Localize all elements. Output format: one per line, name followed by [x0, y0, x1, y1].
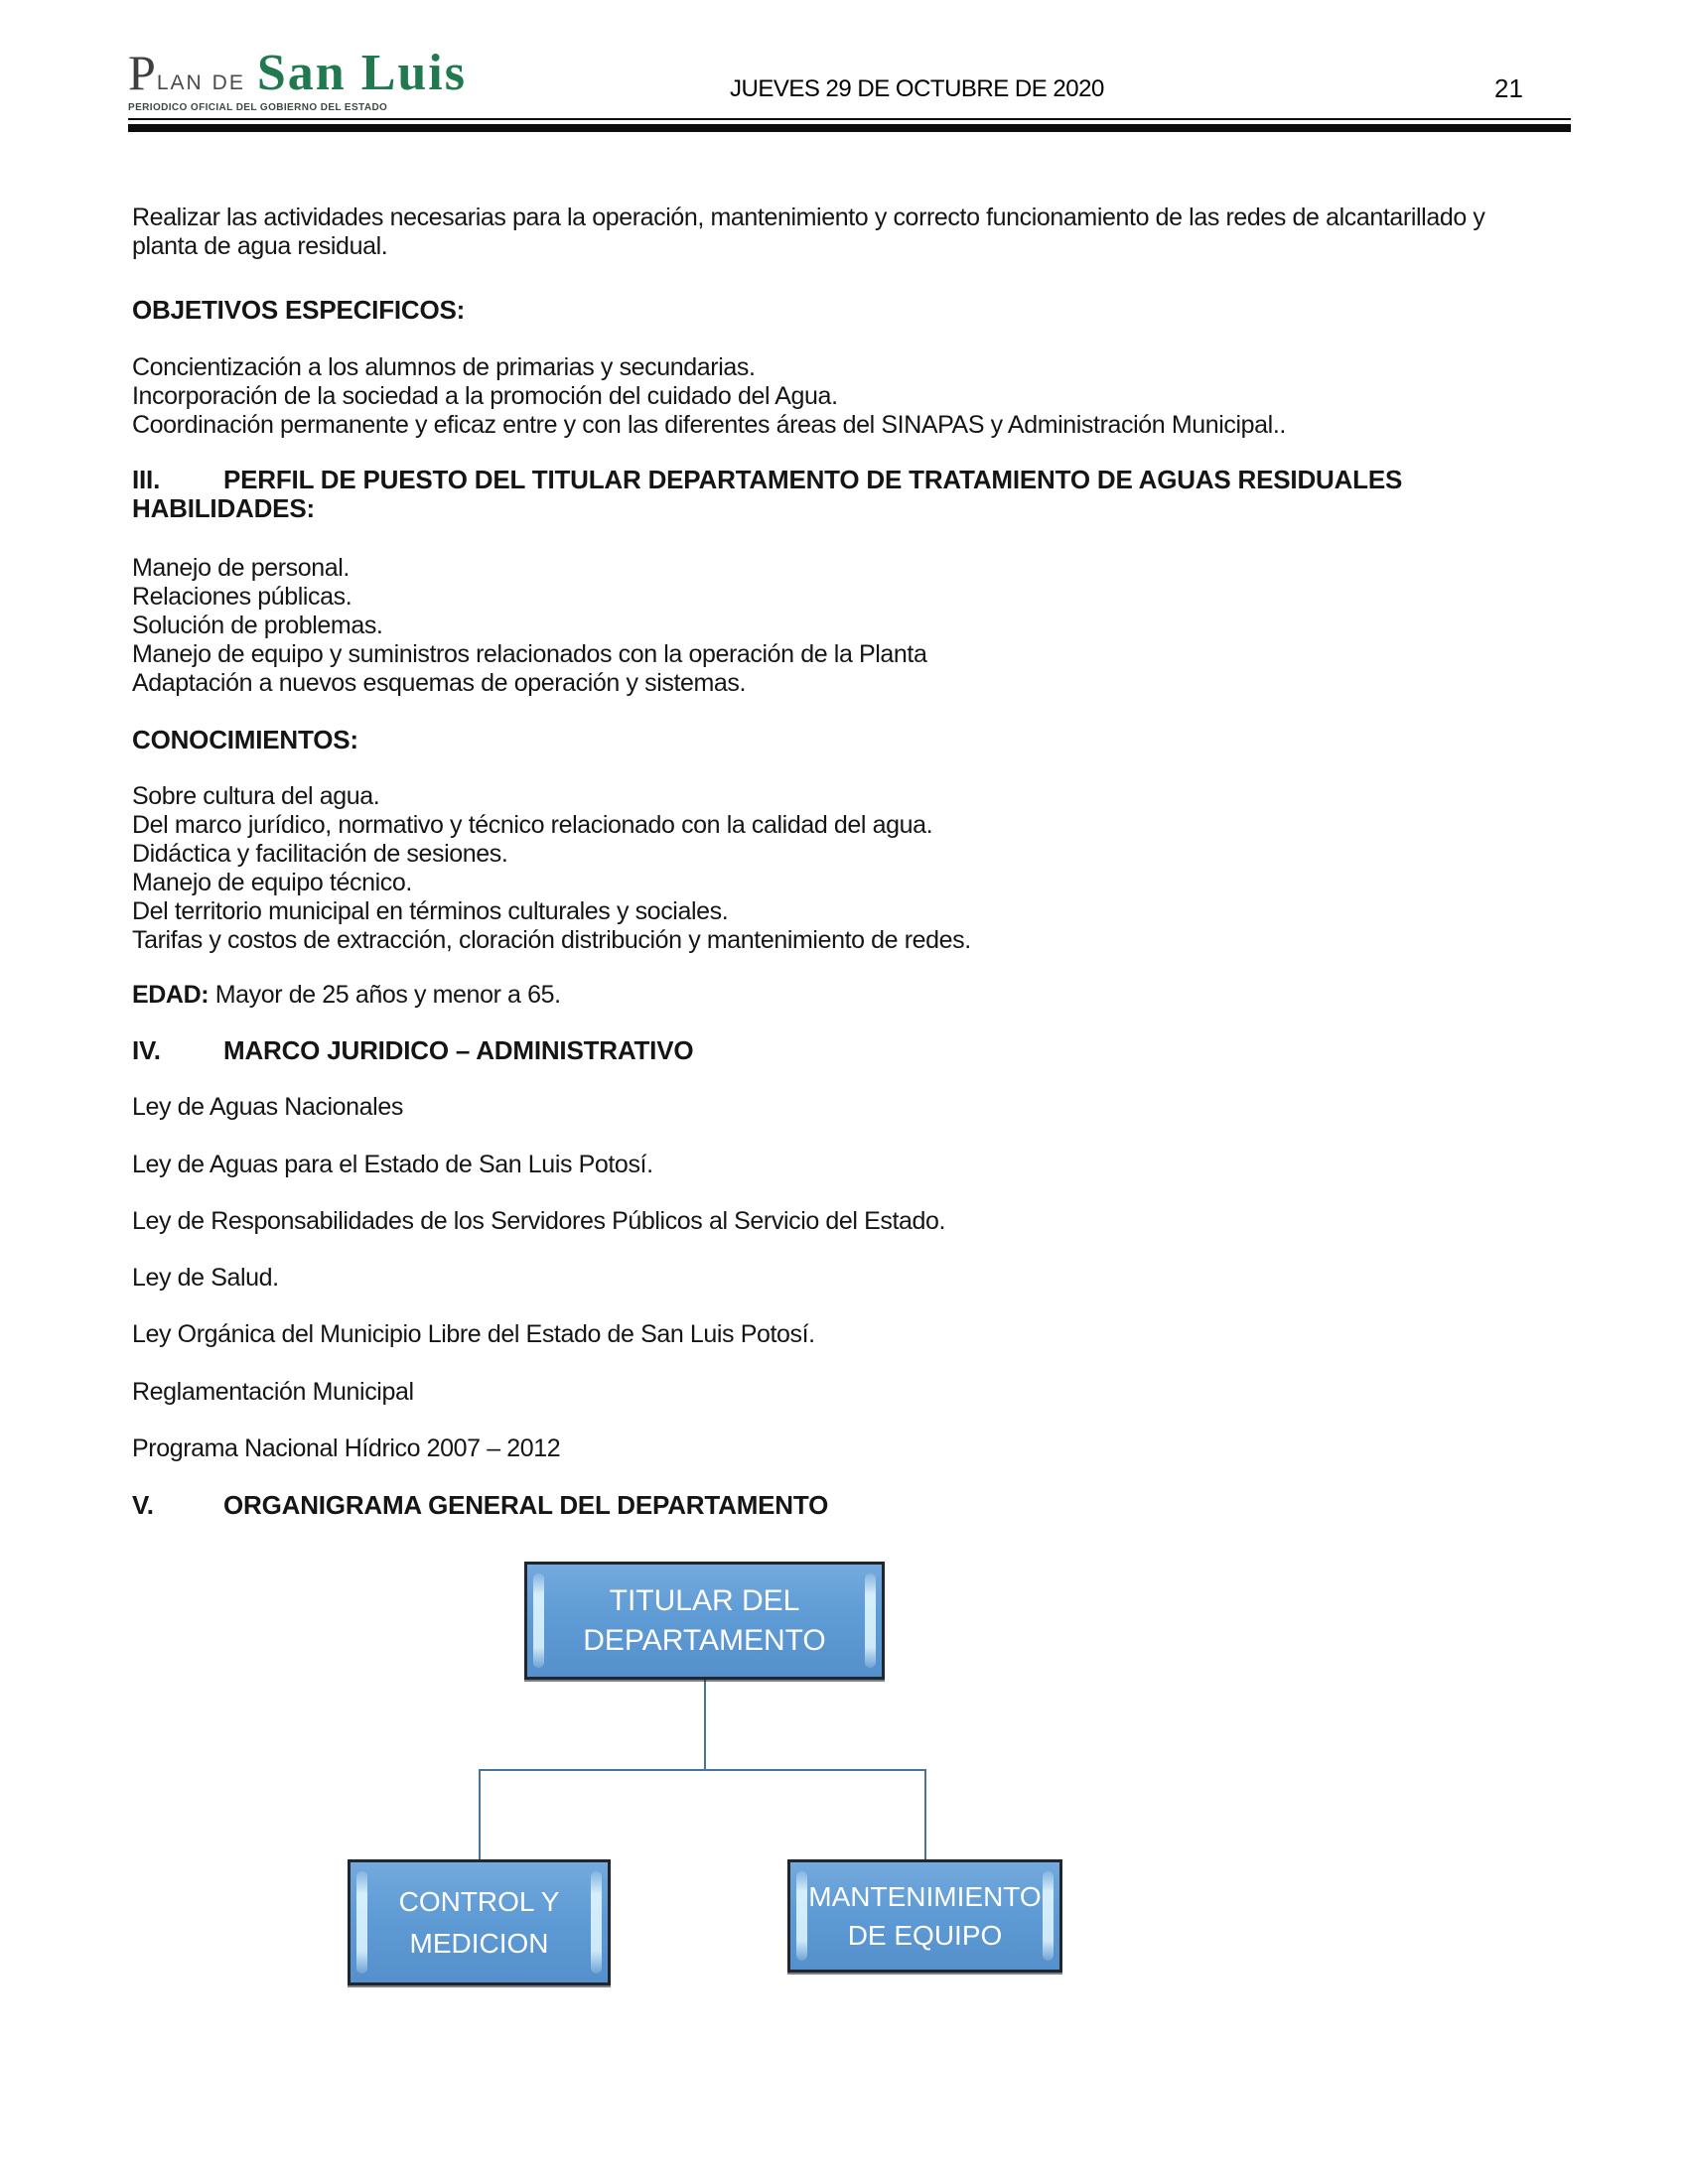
connector-rail — [479, 1769, 926, 1771]
law-item: Ley Orgánica del Municipio Libre del Estado de San Luis Potosí. — [132, 1320, 815, 1348]
section-number: III. — [132, 465, 161, 494]
org-box-label: MANTENIMIENTO DE EQUIPO — [808, 1881, 1042, 1951]
list-item: Del territorio municipal en términos culturales y sociales. — [132, 897, 729, 925]
law-item: Ley de Responsabilidades de los Servidores Públicos al Servicio del Estado. — [132, 1207, 946, 1235]
list-item: Incorporación de la sociedad a la promoción del cuidado del Agua. — [132, 382, 838, 410]
section-heading-iii — [132, 466, 1556, 523]
logo-de: DE — [211, 71, 245, 94]
edad-label: EDAD: — [132, 981, 210, 1009]
list-item: Manejo de equipo y suministros relacionados con la operación de la Planta — [132, 640, 927, 668]
intro-line-1: Realizar las actividades necesarias para la operación, mantenimiento y correcto funcionamiento de las redes de alcantarillado y — [132, 204, 1485, 231]
org-box-titular-departamento — [524, 1562, 885, 1680]
logo-letter-p: P — [128, 45, 156, 100]
newspaper-logo — [128, 45, 467, 113]
list-item: Del marco jurídico, normativo y técnico relacionado con la calidad del agua. — [132, 811, 933, 839]
heading-objetivos-especificos: OBJETIVOS ESPECIFICOS: — [132, 295, 466, 325]
section-heading-iv — [132, 1036, 1556, 1065]
logo-san-luis: San Luis — [256, 45, 467, 101]
list-item: Concientización a los alumnos de primarias y secundarias. — [132, 353, 756, 381]
law-item: Ley de Salud. — [132, 1264, 279, 1292]
org-box-label: TITULAR DEL DEPARTAMENTO — [583, 1583, 826, 1657]
paragraph-edad — [132, 981, 1556, 1010]
header-rule-thin — [128, 118, 1571, 120]
header-rule-thick — [128, 124, 1571, 132]
list-objetivos — [132, 353, 1556, 440]
intro-line-2: planta de agua residual. — [132, 232, 388, 260]
list-item: Solución de problemas. — [132, 612, 383, 639]
list-item: Tarifas y costos de extracción, cloración distribución y mantenimiento de redes. — [132, 926, 971, 954]
list-item: Relaciones públicas. — [132, 583, 352, 611]
connector-drop-right — [924, 1769, 926, 1859]
section-heading-v — [132, 1491, 1556, 1520]
section-title: PERFIL DE PUESTO DEL TITULAR DEPARTAMENTO DE TRATAMIENTO DE AGUAS RESIDUALES — [223, 465, 1403, 494]
logo-tagline: PERIODICO OFICIAL DEL GOBIERNO DEL ESTADO — [128, 102, 388, 113]
law-item: Programa Nacional Hídrico 2007 – 2012 — [132, 1434, 561, 1462]
law-item: Reglamentación Municipal — [132, 1378, 414, 1406]
connector-root-stem — [704, 1680, 706, 1770]
section-number: V. — [132, 1490, 154, 1520]
org-box-mantenimiento-de-equipo — [787, 1859, 1062, 1973]
list-item: Manejo de equipo técnico. — [132, 869, 412, 896]
list-item: Sobre cultura del agua. — [132, 782, 380, 810]
edad-text: Mayor de 25 años y menor a 65. — [209, 981, 561, 1009]
list-item: Manejo de personal. — [132, 554, 350, 582]
org-box-label: CONTROL Y MEDICION — [398, 1885, 560, 1959]
list-conocimientos — [132, 782, 1556, 955]
header-date: JUEVES 29 DE OCTUBRE DE 2020 — [730, 75, 1104, 102]
list-habilidades — [132, 554, 1556, 698]
list-item: Adaptación a nuevos esquemas de operación y sistemas. — [132, 669, 747, 697]
connector-drop-left — [479, 1769, 481, 1859]
section-title: ORGANIGRAMA GENERAL DEL DEPARTAMENTO — [223, 1490, 829, 1520]
law-item: Ley de Aguas para el Estado de San Luis Potosí. — [132, 1151, 653, 1178]
law-item: Ley de Aguas Nacionales — [132, 1093, 403, 1121]
logo-lan: LAN — [156, 71, 204, 94]
paragraph-intro — [132, 204, 1556, 261]
page-number: 21 — [1494, 73, 1523, 103]
section-subheading-habilidades: HABILIDADES: — [132, 493, 315, 523]
heading-conocimientos: CONOCIMIENTOS: — [132, 725, 358, 754]
list-item: Didáctica y facilitación de sesiones. — [132, 840, 508, 868]
org-box-control-y-medicion — [348, 1859, 611, 1985]
section-title: MARCO JURIDICO – ADMINISTRATIVO — [223, 1035, 694, 1065]
section-number: IV. — [132, 1035, 161, 1065]
list-item: Coordinación permanente y eficaz entre y con las diferentes áreas del SINAPAS y Administración Municipal.. — [132, 411, 1286, 439]
